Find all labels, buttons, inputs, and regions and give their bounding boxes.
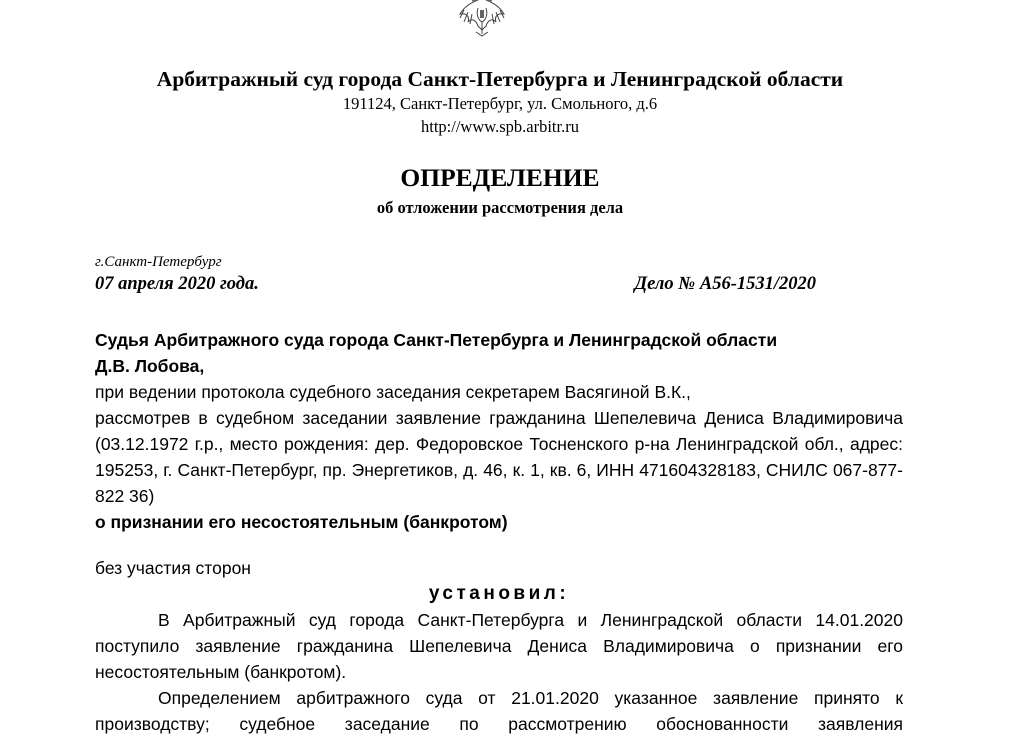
document-title: ОПРЕДЕЛЕНИЕ (400, 163, 600, 192)
judge-name: Д.В. Лобова, (95, 356, 205, 376)
parties-note: без участия сторон (95, 558, 251, 578)
city: г.Санкт-Петербург (95, 254, 222, 270)
body-paragraph-1: В Арбитражный суд города Санкт-Петербурга и Ленинградской области 14.01.2020 поступило заявление гражданина Шепелевича Дениса Владимировича о признании его несостоятельным (банкротом). (95, 610, 903, 682)
case-number: Дело № А56-1531/2020 (634, 274, 816, 294)
case-subject: о признании его несостоятельным (банкротом) (95, 512, 508, 532)
court-url[interactable]: http://www.spb.arbitr.ru (421, 117, 579, 136)
review-paragraph: рассмотрев в судебном заседании заявление гражданина Шепелевича Дениса Владимировича (03.12.1972 г.р., место рождения: дер. Федоровское Тосненского р-на Ленинградской обл., адрес: 195253, г. Санкт-Петербург, пр. Энергетиков, д. 46, к. 1, кв. 6, ИНН 471604328183, СНИЛС 067-877-822 36) (95, 408, 903, 506)
court-name: Арбитражный суд города Санкт-Петербурга и Ленинградской области (156, 67, 844, 91)
body-paragraph-2: Определением арбитражного суда от 21.01.2020 указанное заявление принято к производству; судебное заседание по рассмотрению обоснованности заявления (95, 688, 903, 734)
protocol-line: при ведении протокола судебного заседания секретарем Васягиной В.К., (95, 382, 691, 402)
coat-of-arms-icon (452, 0, 512, 38)
document-date: 07 апреля 2020 года. (95, 274, 259, 294)
court-address: 191124, Санкт-Петербург, ул. Смольного, д.6 (342, 94, 658, 113)
judge-title: Судья Арбитражного суда города Санкт-Петербурга и Ленинградской области (95, 330, 778, 350)
established-heading: установил: (428, 583, 570, 604)
document-subtitle: об отложении рассмотрения дела (376, 198, 624, 217)
